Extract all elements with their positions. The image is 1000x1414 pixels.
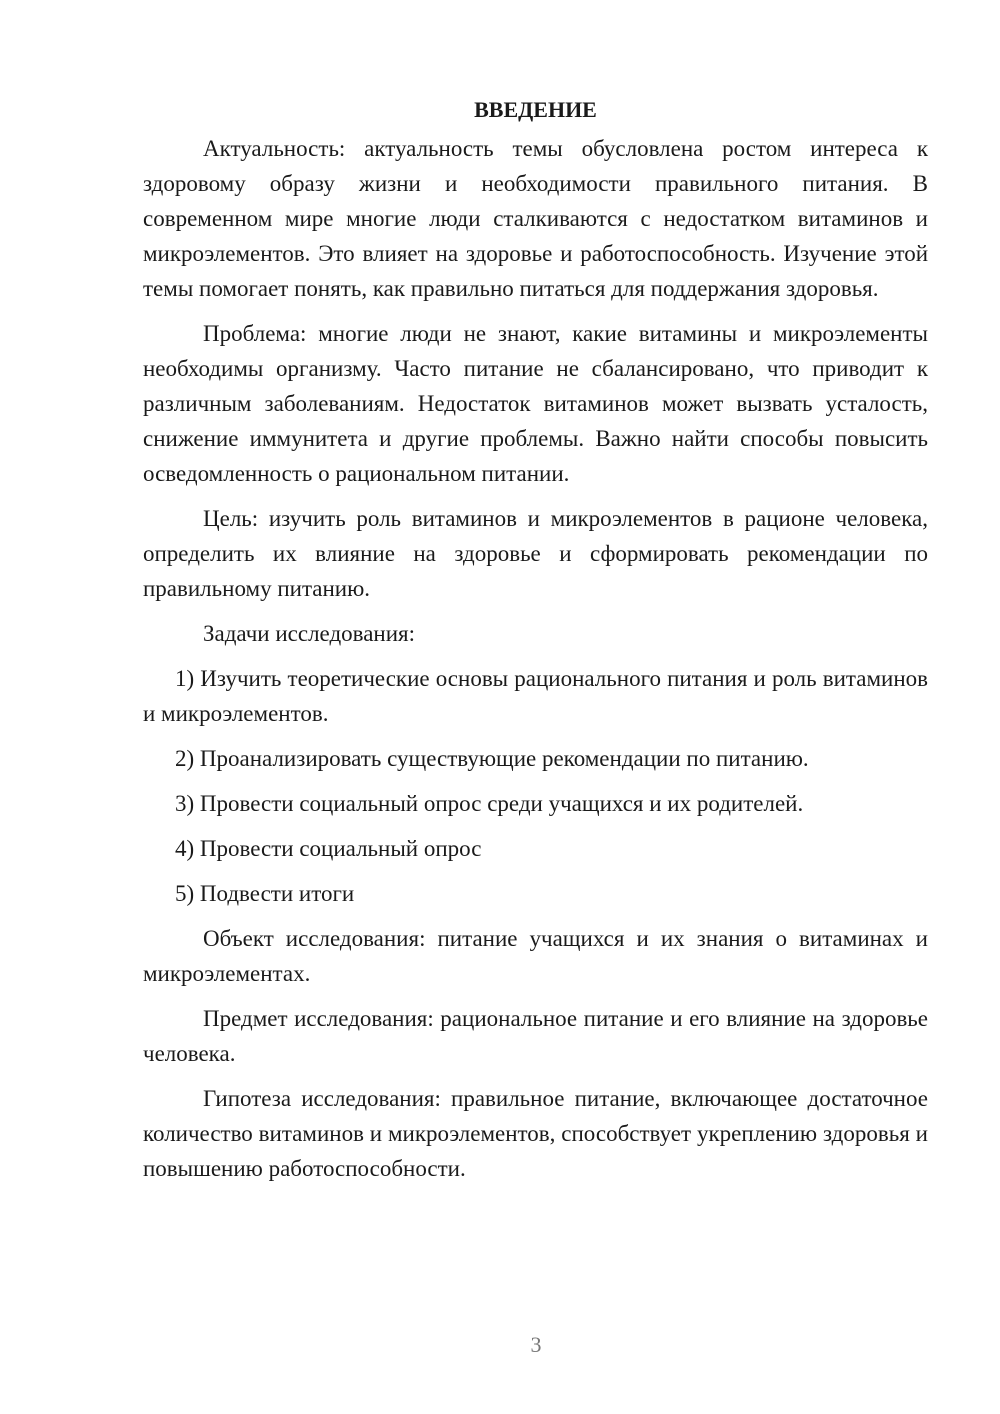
hypothesis-paragraph: Гипотеза исследования: правильное питание, включающее достаточное количество витаминов и микроэлементов, способствует укреплению здоровья и повышению работоспособности. (143, 1086, 928, 1181)
page-content (143, 92, 928, 1196)
task-item: 4) Провести социальный опрос (175, 836, 482, 861)
task-item: 3) Провести социальный опрос среди учащихся и их родителей. (175, 791, 804, 816)
goal-paragraph: Цель: изучить роль витаминов и микроэлементов в рационе человека, определить их влияние на здоровье и сформировать рекомендации по правильному питанию. (143, 506, 928, 601)
object-paragraph: Объект исследования: питание учащихся и их знания о витаминах и микроэлементах. (143, 926, 928, 986)
relevance-paragraph: Актуальность: актуальность темы обусловлена ростом интереса к здоровому образу жизни и необходимости правильного питания. В современном мире многие люди сталкиваются с недостатком витаминов и микроэлементов. Это влияет на здоровье и работоспособность. Изучение этой темы помогает понять, как правильно питаться для поддержания здоровья. (143, 136, 928, 301)
subject-paragraph: Предмет исследования: рациональное питание и его влияние на здоровье человека. (143, 1006, 928, 1066)
page-number: 3 (530, 1332, 542, 1357)
task-item: 1) Изучить теоретические основы рационального питания и роль витаминов и микроэлементов. (143, 666, 928, 726)
task-item: 5) Подвести итоги (175, 881, 355, 906)
section-title: ВВЕДЕНИЕ (474, 97, 597, 122)
tasks-heading: Задачи исследования: (203, 621, 416, 646)
problem-paragraph: Проблема: многие люди не знают, какие витамины и микроэлементы необходимы организму. Часто питание не сбалансировано, что приводит к различным заболеваниям. Недостаток витаминов может вызвать усталость, снижение иммунитета и другие проблемы. Важно найти способы повысить осведомленность о рациональном питании. (143, 321, 928, 486)
task-item: 2) Проанализировать существующие рекомендации по питанию. (175, 746, 809, 771)
